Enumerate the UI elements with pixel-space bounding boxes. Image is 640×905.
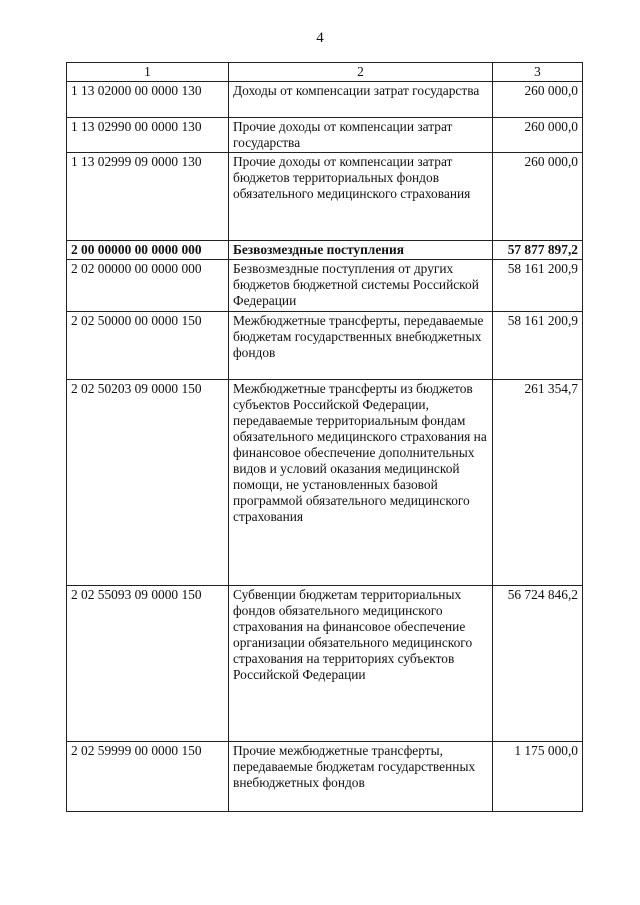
- row-name: Безвозмездные поступления от других бюджетов бюджетной системы Российской Федерации: [229, 260, 493, 312]
- row-amount: 261 354,7: [493, 380, 583, 586]
- row-amount: 1 175 000,0: [493, 742, 583, 812]
- row-code: 1 13 02000 00 0000 130: [67, 82, 229, 118]
- table-row: [67, 380, 583, 586]
- row-amount: 58 161 200,9: [493, 260, 583, 312]
- row-code: 2 02 50203 09 0000 150: [67, 380, 229, 586]
- row-amount: 57 877 897,2: [493, 241, 583, 260]
- budget-revenue-table: [66, 62, 583, 812]
- row-name: Субвенции бюджетам территориальных фондов обязательного медицинского страхования на финансовое обеспечение организации обязательного медицинского страхования на территориях субъектов Российской Федерации: [229, 586, 493, 742]
- row-name: Прочие межбюджетные трансферты, передаваемые бюджетам государственных внебюджетных фондов: [229, 742, 493, 812]
- row-name: Межбюджетные трансферты из бюджетов субъектов Российской Федерации, передаваемые территориальным фондам обязательного медицинского страхования на финансовое обеспечение дополнительных видов и условий оказания медицинской помощи, не установленных базовой программой обязательного медицинского страхования: [229, 380, 493, 586]
- row-amount: 260 000,0: [493, 82, 583, 118]
- row-code: 1 13 02990 00 0000 130: [67, 118, 229, 153]
- row-name: Прочие доходы от компенсации затрат государства: [229, 118, 493, 153]
- row-name: Доходы от компенсации затрат государства: [229, 82, 493, 118]
- row-code: 2 02 50000 00 0000 150: [67, 312, 229, 380]
- table-header-row: [67, 63, 583, 82]
- row-code: 2 02 59999 00 0000 150: [67, 742, 229, 812]
- table-row: [67, 260, 583, 312]
- row-code: 2 00 00000 00 0000 000: [67, 241, 229, 260]
- row-amount: 56 724 846,2: [493, 586, 583, 742]
- row-code: 2 02 55093 09 0000 150: [67, 586, 229, 742]
- row-amount: 58 161 200,9: [493, 312, 583, 380]
- row-name: Безвозмездные поступления: [229, 241, 493, 260]
- page-number: 4: [316, 30, 324, 46]
- column-header-code: 1: [67, 63, 229, 82]
- table-row: [67, 153, 583, 241]
- row-amount: 260 000,0: [493, 153, 583, 241]
- row-name: Прочие доходы от компенсации затрат бюджетов территориальных фондов обязательного медицинского страхования: [229, 153, 493, 241]
- row-amount: 260 000,0: [493, 118, 583, 153]
- table-row: [67, 586, 583, 742]
- table-row: [67, 118, 583, 153]
- column-header-amount: 3: [493, 63, 583, 82]
- table-row: [67, 241, 583, 260]
- row-code: 2 02 00000 00 0000 000: [67, 260, 229, 312]
- table-row: [67, 82, 583, 118]
- table-row: [67, 312, 583, 380]
- column-header-name: 2: [229, 63, 493, 82]
- table-row: [67, 742, 583, 812]
- row-code: 1 13 02999 09 0000 130: [67, 153, 229, 241]
- row-name: Межбюджетные трансферты, передаваемые бюджетам государственных внебюджетных фондов: [229, 312, 493, 380]
